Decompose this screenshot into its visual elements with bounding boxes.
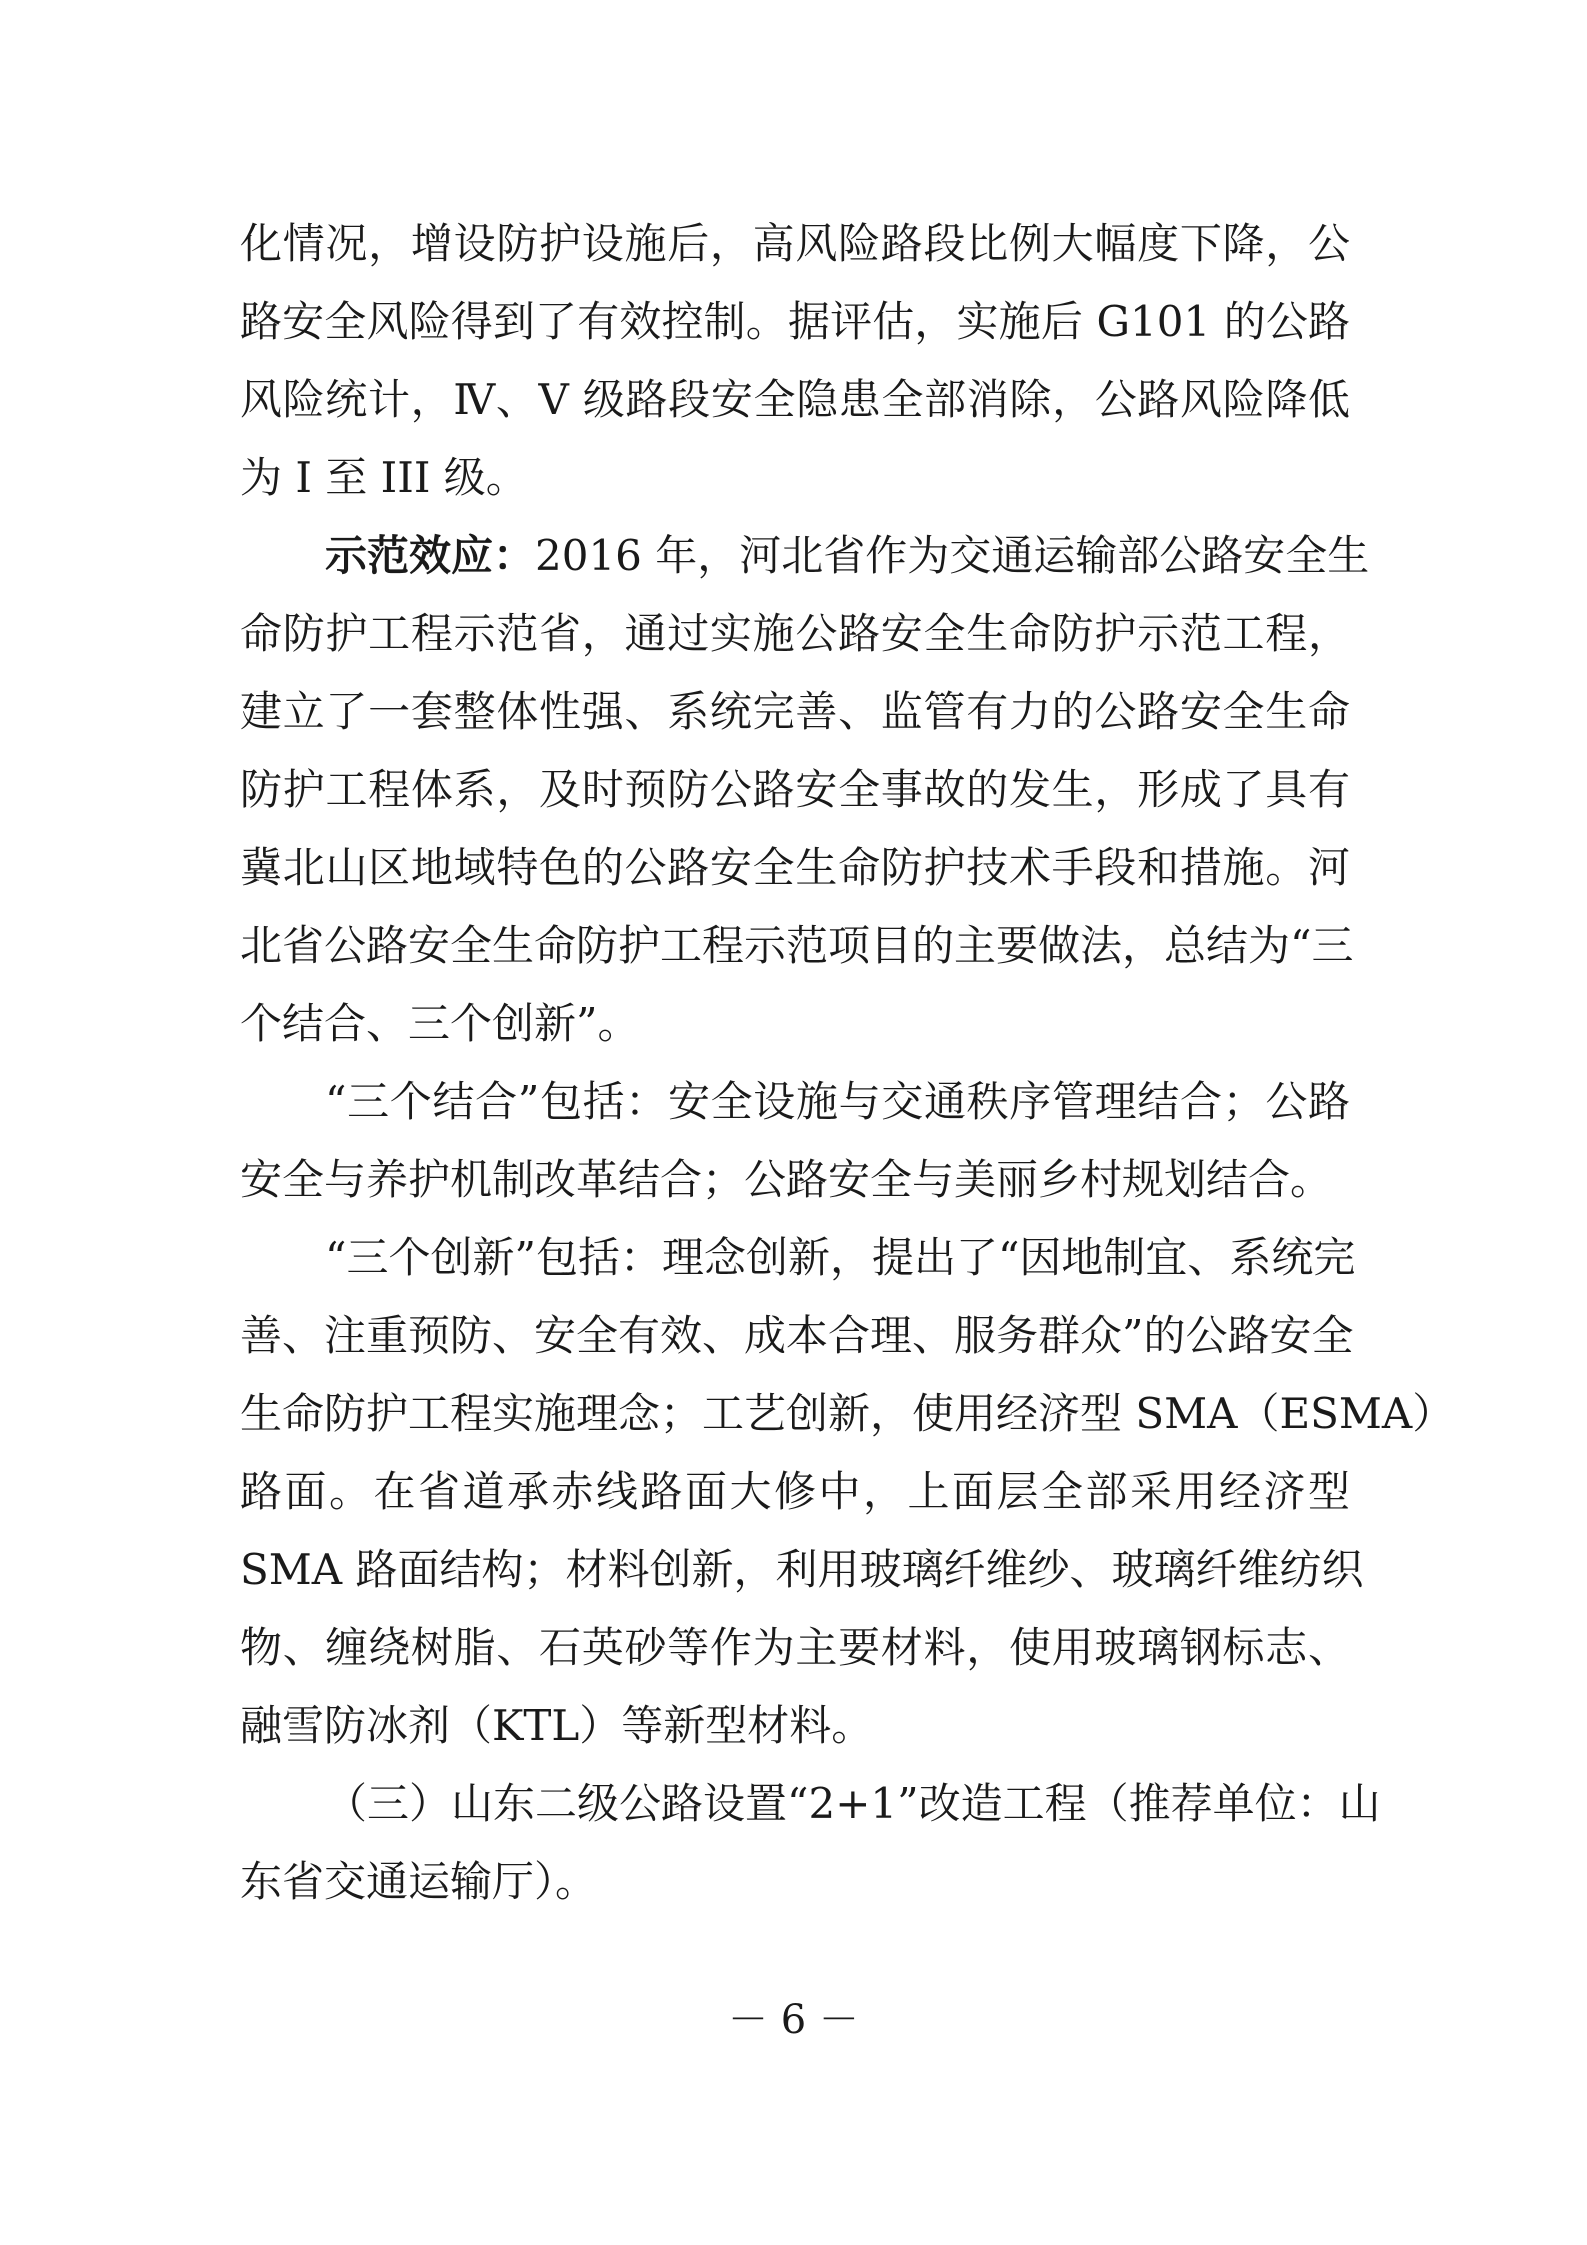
- text-line: 路安全风险得到了有效控制。据评估，实施后 G101 的公路: [240, 297, 1350, 346]
- text-line: 化情况，增设防护设施后，高风险路段比例大幅度下降，公: [240, 219, 1350, 268]
- text-line: 融雪防冰剂（KTL）等新型材料。: [240, 1701, 874, 1750]
- paragraph-heading: 示范效应：: [325, 531, 536, 580]
- text-line: “三个创新”包括：理念创新，提出了“因地制宜、系统完: [325, 1233, 1356, 1282]
- text-line: 路面。在省道承赤线路面大修中，上面层全部采用经济型: [240, 1467, 1350, 1516]
- text-span: 2016 年，河北省作为交通运输部公路安全生: [535, 531, 1370, 580]
- text-line: [325, 528, 1370, 584]
- text-line: 建立了一套整体性强、系统完善、监管有力的公路安全生命: [240, 687, 1350, 736]
- text-line: 北省公路安全生命防护工程示范项目的主要做法，总结为“三: [240, 921, 1354, 970]
- text-line: SMA 路面结构；材料创新，利用玻璃纤维纱、玻璃纤维纺织: [240, 1545, 1364, 1594]
- text-line: 个结合、三个创新”。: [240, 999, 640, 1048]
- page-number: － 6 －: [728, 1997, 859, 2043]
- text-line: 命防护工程示范省，通过实施公路安全生命防护示范工程，: [240, 609, 1350, 658]
- text-line: 冀北山区地域特色的公路安全生命防护技术手段和措施。河: [240, 843, 1350, 892]
- section-heading-line: 东省交通运输厅）。: [240, 1857, 598, 1906]
- text-line: 生命防护工程实施理念；工艺创新，使用经济型 SMA（ESMA）: [240, 1389, 1455, 1438]
- text-line: 善、注重预防、安全有效、成本合理、服务群众”的公路安全: [240, 1311, 1354, 1360]
- text-line: 防护工程体系，及时预防公路安全事故的发生，形成了具有: [240, 765, 1350, 814]
- text-line: 物、缠绕树脂、石英砂等作为主要材料，使用玻璃钢标志、: [240, 1623, 1350, 1672]
- text-line: “三个结合”包括：安全设施与交通秩序管理结合；公路: [325, 1077, 1350, 1126]
- section-heading-line: （三）山东二级公路设置“2+1”改造工程（推荐单位：山: [325, 1779, 1381, 1828]
- text-line: 风险统计，Ⅳ、V 级路段安全隐患全部消除，公路风险降低: [240, 375, 1350, 424]
- text-line: 安全与养护机制改革结合；公路安全与美丽乡村规划结合。: [240, 1155, 1333, 1204]
- text-line: 为 I 至 III 级。: [240, 453, 528, 502]
